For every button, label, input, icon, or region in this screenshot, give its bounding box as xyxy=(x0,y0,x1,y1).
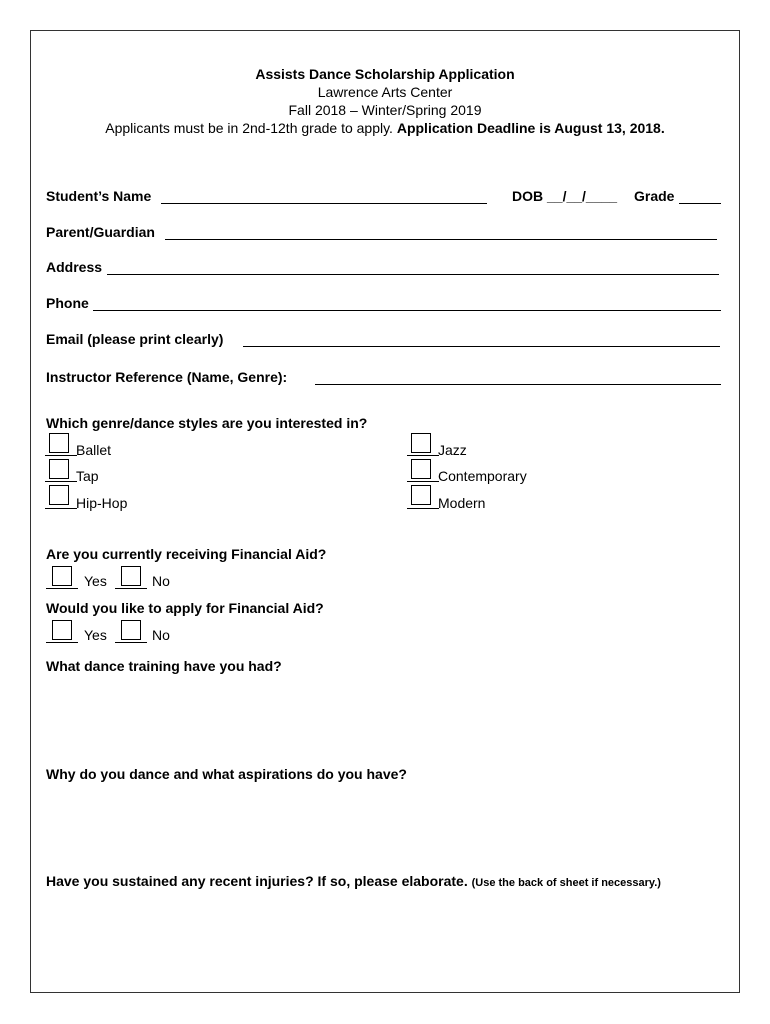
grade-field[interactable] xyxy=(679,203,721,204)
aid-apply-no-label: No xyxy=(152,627,170,643)
parent-label: Parent/Guardian xyxy=(46,224,155,240)
email-field[interactable] xyxy=(243,346,720,347)
address-label: Address xyxy=(46,259,103,275)
tap-underline xyxy=(45,481,77,482)
application-form xyxy=(30,30,740,993)
modern-label: Modern xyxy=(438,495,486,511)
aid-current-no-underline xyxy=(115,588,147,589)
ballet-checkbox[interactable] xyxy=(49,433,69,453)
aid-apply-yes-checkbox[interactable] xyxy=(52,620,72,640)
hiphop-underline xyxy=(45,508,77,509)
aid-current-no-label: No xyxy=(152,573,170,589)
student-name-field[interactable] xyxy=(161,203,487,204)
aid-current-yes-label: Yes xyxy=(84,573,107,589)
hiphop-checkbox[interactable] xyxy=(49,485,69,505)
dob-label: DOB __/__/____ xyxy=(512,188,618,204)
instructor-label: Instructor Reference (Name, Genre): xyxy=(46,369,288,385)
contemporary-underline xyxy=(407,481,439,482)
jazz-checkbox[interactable] xyxy=(411,433,431,453)
organization-name: Lawrence Arts Center xyxy=(317,84,453,100)
aid-current-yes-underline xyxy=(46,588,78,589)
contemporary-checkbox[interactable] xyxy=(411,459,431,479)
aid-apply-yes-underline xyxy=(46,642,78,643)
ballet-underline xyxy=(45,455,77,456)
eligibility-line xyxy=(31,119,739,137)
jazz-label: Jazz xyxy=(438,442,467,458)
financial-aid-current-question: Are you currently receiving Financial Aid? xyxy=(46,546,327,562)
ballet-label: Ballet xyxy=(76,442,112,458)
deadline-text: Application Deadline is August 13, 2018. xyxy=(396,120,665,136)
form-title: Assists Dance Scholarship Application xyxy=(255,66,515,82)
hiphop-label: Hip-Hop xyxy=(76,495,128,511)
student-name-label: Student’s Name xyxy=(46,188,152,204)
training-question: What dance training have you had? xyxy=(46,658,282,674)
term: Fall 2018 – Winter/Spring 2019 xyxy=(288,102,482,118)
header xyxy=(31,65,739,137)
aspirations-question: Why do you dance and what aspirations do you have? xyxy=(46,766,407,782)
phone-field[interactable] xyxy=(93,310,721,311)
jazz-underline xyxy=(407,455,439,456)
grade-label: Grade xyxy=(634,188,675,204)
modern-underline xyxy=(407,508,439,509)
contemporary-label: Contemporary xyxy=(438,468,527,484)
parent-field[interactable] xyxy=(165,239,717,240)
injuries-note: (Use the back of sheet if necessary.) xyxy=(471,877,661,889)
aid-current-yes-checkbox[interactable] xyxy=(52,566,72,586)
aid-apply-yes-label: Yes xyxy=(84,627,107,643)
address-field[interactable] xyxy=(107,274,719,275)
phone-label: Phone xyxy=(46,295,89,311)
aid-current-no-checkbox[interactable] xyxy=(121,566,141,586)
aid-apply-no-checkbox[interactable] xyxy=(121,620,141,640)
aid-apply-no-underline xyxy=(115,642,147,643)
injuries-question-text: Have you sustained any recent injuries? If so, please elaborate. xyxy=(46,873,468,889)
tap-checkbox[interactable] xyxy=(49,459,69,479)
email-label: Email (please print clearly) xyxy=(46,331,224,347)
genre-question: Which genre/dance styles are you interested in? xyxy=(46,415,368,431)
tap-label: Tap xyxy=(76,468,99,484)
injuries-question xyxy=(46,873,661,889)
modern-checkbox[interactable] xyxy=(411,485,431,505)
financial-aid-apply-question: Would you like to apply for Financial Aid? xyxy=(46,600,324,616)
instructor-field[interactable] xyxy=(315,384,721,385)
eligibility-text: Applicants must be in 2nd-12th grade to apply. xyxy=(105,120,397,136)
